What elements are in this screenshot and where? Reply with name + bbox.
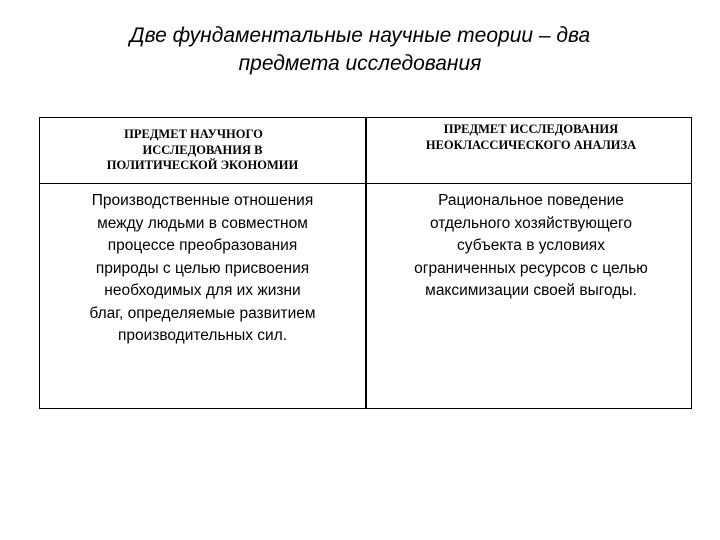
cell-line: процессе преобразования bbox=[107, 237, 298, 254]
cell-line: производительных сил. bbox=[117, 327, 288, 344]
comparison-table bbox=[39, 117, 692, 409]
cell-line: Производственные отношения bbox=[91, 192, 314, 209]
cell-line: природы с целью присвоения bbox=[95, 259, 310, 277]
cell-line: между людьми в совместном bbox=[97, 214, 308, 232]
cell-line: благ, определяемые развитием bbox=[89, 304, 316, 322]
cell-line: отдельного хозяйствующего bbox=[430, 214, 632, 232]
table-header-row bbox=[40, 118, 691, 184]
cell-line: субъекта в условиях bbox=[457, 237, 605, 254]
cell-line: необходимых для их жизни bbox=[104, 282, 301, 299]
header-political-economy bbox=[40, 118, 366, 184]
cell-neoclassical-analysis bbox=[366, 184, 691, 408]
cell-line: максимизации своей выгоды. bbox=[425, 282, 637, 299]
cell-political-economy bbox=[40, 184, 366, 408]
cell-line: Рациональное поведение bbox=[438, 192, 624, 209]
title-line-1: Две фундаментальные научные теории – два bbox=[129, 24, 591, 47]
header-line: ПРЕДМЕТ НАУЧНОГО bbox=[124, 127, 263, 142]
header-line: НЕОКЛАССИЧЕСКОГО АНАЛИЗА bbox=[425, 137, 637, 152]
title-line-2: предмета исследования bbox=[238, 52, 482, 75]
header-line: ИССЛЕДОВАНИЯ В bbox=[142, 142, 263, 157]
header-line: ПРЕДМЕТ ИССЛЕДОВАНИЯ bbox=[443, 122, 619, 136]
header-line: ПОЛИТИЧЕСКОЙ ЭКОНОМИИ bbox=[106, 158, 299, 173]
slide-title bbox=[60, 22, 660, 78]
table-row bbox=[40, 184, 691, 408]
header-neoclassical-analysis bbox=[366, 118, 691, 184]
cell-line: ограниченных ресурсов с целью bbox=[414, 259, 648, 277]
